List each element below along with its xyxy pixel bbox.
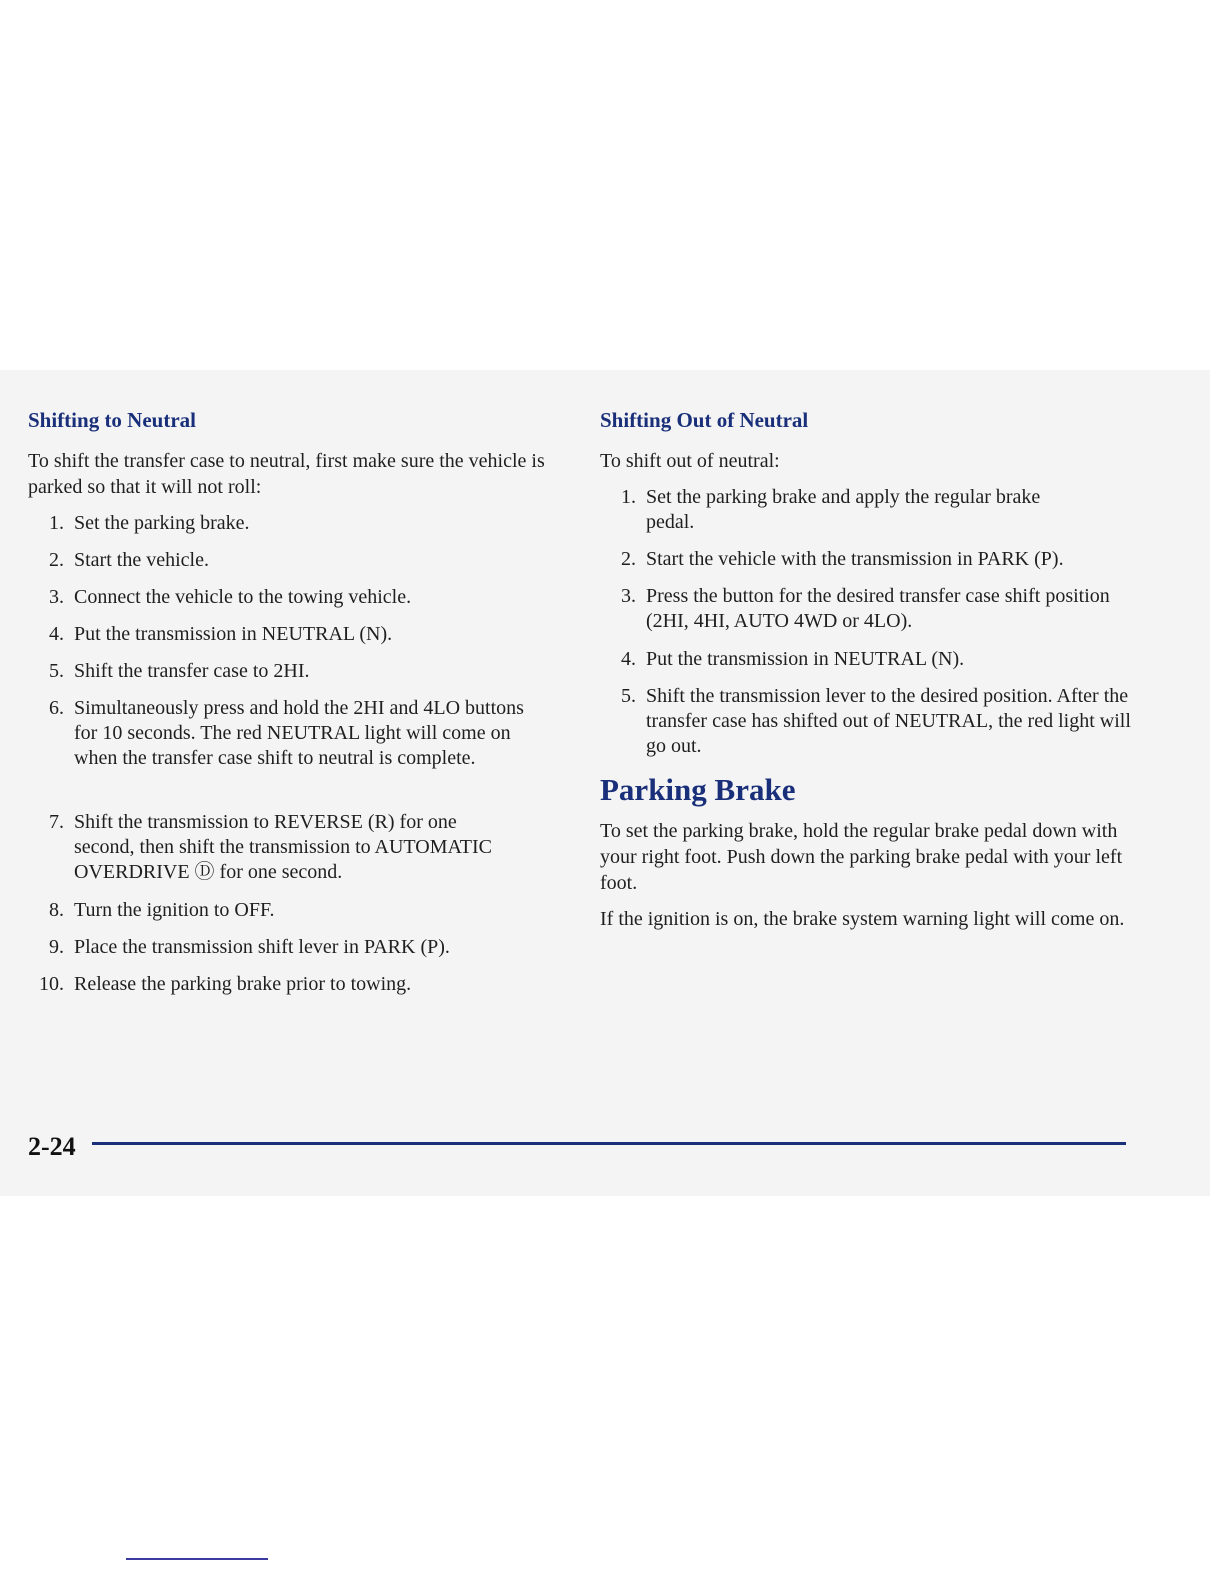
footer-rule [92,1142,1126,1145]
step-number: 5. [49,660,64,682]
list-item [28,972,548,997]
list-item [600,647,1160,672]
bottom-underline [126,1558,268,1560]
step-number: 7. [49,811,64,833]
step-number: 8. [49,899,64,921]
step-text: Put the transmission in NEUTRAL (N). [646,648,965,670]
step-text: Press the button for the desired transfer case shift position (2HI, 4HI, AUTO 4WD or 4LO). [646,585,1110,632]
step-text: Turn the ignition to OFF. [74,899,275,921]
list-item [28,935,548,960]
step-number: 2. [49,549,64,571]
list-item [28,548,548,573]
step-text: Start the vehicle with the transmission in PARK (P). [646,548,1064,570]
shifting-out-of-neutral-intro: To shift out of neutral: [600,450,780,472]
page-number: 2-24 [28,1132,76,1161]
step-number: 5. [621,685,636,707]
step-text: Start the vehicle. [74,549,209,571]
step-number: 1. [621,486,636,508]
manual-page [0,370,1210,1196]
step-number: 2. [621,548,636,570]
step-text: Simultaneously press and hold the 2HI and 4LO buttons for 10 seconds. The red NEUTRAL light will come on when the transfer case shift to neutral is complete. [74,697,524,769]
step-text: Place the transmission shift lever in PARK (P). [74,936,450,958]
shifting-to-neutral-heading: Shifting to Neutral [28,408,196,432]
list-item [28,810,558,885]
list-item [600,584,1160,634]
list-item [28,696,558,771]
list-item [28,585,548,610]
list-item [600,684,1160,759]
list-item [28,511,548,536]
step-text: Shift the transfer case to 2HI. [74,660,310,682]
list-item [28,659,548,684]
list-item [600,547,1160,572]
parking-brake-warning-paragraph: If the ignition is on, the brake system warning light will come on. [600,908,1125,930]
step-number: 6. [49,697,64,719]
list-item [28,898,548,923]
list-item [28,622,548,647]
step-number: 4. [49,623,64,645]
step-number: 4. [621,648,636,670]
step-text: Shift the transmission lever to the desired position. After the transfer case has shifted out of NEUTRAL, the red light will go out. [646,685,1131,757]
step-text: Set the parking brake and apply the regular brake pedal. [646,486,1041,533]
step-text: Shift the transmission to REVERSE (R) for one second, then shift the transmission to AUTOMATIC OVERDRIVE Ⓓ for one second. [74,811,492,883]
step-text: Set the parking brake. [74,512,250,534]
shifting-out-of-neutral-heading: Shifting Out of Neutral [600,408,809,432]
step-text: Put the transmission in NEUTRAL (N). [74,623,393,645]
step-text: Connect the vehicle to the towing vehicle. [74,586,412,608]
step-number: 9. [49,936,64,958]
step-number: 3. [621,585,636,607]
step-number: 10. [39,973,64,995]
list-item [600,485,1160,535]
step-number: 1. [49,512,64,534]
step-number: 3. [49,586,64,608]
parking-brake-title: Parking Brake [600,772,796,807]
parking-brake-paragraph: To set the parking brake, hold the regular brake pedal down with your right foot. Push down the parking brake pedal with your left foot. [600,820,1123,894]
shifting-to-neutral-intro: To shift the transfer case to neutral, first make sure the vehicle is parked so that it will not roll: [28,450,545,498]
step-text: Release the parking brake prior to towing. [74,973,412,995]
